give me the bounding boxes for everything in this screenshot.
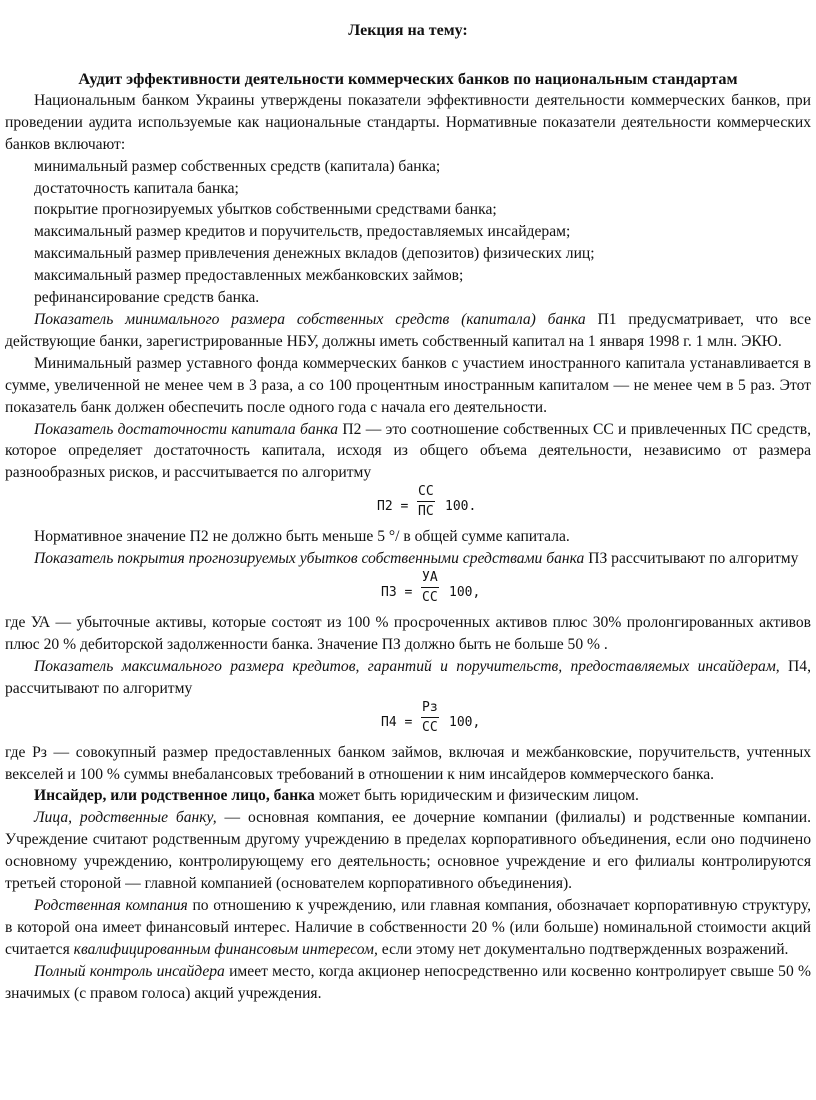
p3-term: Показатель достаточности капитала банка bbox=[34, 420, 339, 438]
formula-p2-denominator: ПС bbox=[418, 504, 434, 520]
p9-insider bbox=[5, 785, 811, 807]
list-item: минимальный размер собственных средств (капитала) банка; bbox=[34, 157, 441, 175]
p5-loss-coverage bbox=[5, 548, 811, 570]
formula-p3-rhs: 100, bbox=[449, 585, 481, 601]
formula-p4-denominator: СС bbox=[422, 719, 438, 735]
p2-charter-fund: Минимальный размер уставного фонда коммерческих банков с участием иностранного капитала устанавливается в сумме, увеличенной не менее чем в 3 раза, а со 100 процентным иностранным капиталом — не менее чем в 5 раз. Этот показатель банк должен обеспечить после одного года с начала его деятельности. bbox=[5, 354, 811, 416]
list-item: максимальный размер предоставленных межбанковских займов; bbox=[34, 267, 464, 285]
p1-minimum-capital bbox=[5, 309, 811, 353]
formula-p4-fraction bbox=[421, 700, 439, 735]
p11-term: Родственная компания bbox=[34, 897, 188, 914]
p4-normative-value: Нормативное значение П2 не должно быть меньше 5 °/ в общей сумме капитала. bbox=[34, 528, 570, 546]
p12-term: Полный контроль инсайдера bbox=[34, 962, 225, 980]
p7-term: Показатель максимального размера кредитов, гарантий и поручительств, предоставляемых инсайдерам, bbox=[34, 657, 780, 675]
p9-text: может быть юридическим и физическим лицом. bbox=[314, 787, 639, 805]
p7-insider-credit bbox=[5, 656, 811, 700]
page-title: Лекция на тему: bbox=[348, 22, 468, 39]
formula-p2-numerator: СС bbox=[417, 484, 435, 502]
p11-text-2: если этому нет документально подтвержденных возражений. bbox=[377, 940, 789, 958]
formula-p3-lhs: ПЗ = bbox=[381, 585, 413, 601]
indicators-list bbox=[5, 156, 811, 309]
p3-capital-adequacy bbox=[5, 419, 811, 485]
formula-p2 bbox=[5, 484, 811, 526]
p1-term: Показатель минимального размера собственных средств (капитала) банка bbox=[34, 310, 586, 328]
p8-definition-rz: где Рз — совокупный размер предоставленных банком займов, включая и межбанковские, поручительств, учтенных векселей и 100 % суммы внебалансовых требований в отношении к ним инсайдеров коммерческого банка. bbox=[5, 743, 811, 783]
list-item: максимальный размер привлечения денежных вкладов (депозитов) физических лиц; bbox=[34, 245, 595, 263]
intro-paragraph: Национальным банком Украины утверждены показатели эффективности деятельности коммерческих банков, при проведении аудита используемые как национальные стандарты. Нормативные показатели деятельности коммерческих банков включают: bbox=[5, 91, 811, 153]
list-item: покрытие прогнозируемых убытков собственными средствами банка; bbox=[34, 201, 497, 219]
formula-p4-numerator: Рз bbox=[421, 700, 439, 718]
formula-p2-rhs: 100. bbox=[445, 499, 477, 515]
formula-p3-numerator: УА bbox=[421, 570, 439, 588]
p6-definition-ua: где УА — убыточные активы, которые состоят из 100 % просроченных активов плюс 30% пролонгированных активов плюс 20 % дебиторской задолженности банка. Значение ПЗ должно быть не больше 50 % . bbox=[5, 614, 811, 653]
p1-text: П1 предусматривает, что все действующие банки, зарегистрированные НБУ, должны иметь собственный капитал на 1 января 1998 г. 1 млн. ЭКЮ. bbox=[5, 310, 811, 350]
p10-text: — основная компания, ее дочерние компании (филиалы) и родственные компании. Учреждение считают родственным другому учреждению в пределах корпоративного объединения, если оно подчинено основному учреждению, контролирующему его деятельность; основное учреждение и его филиалы контролируются третьей стороной — главной компанией (основателем корпоративного объединения). bbox=[5, 809, 811, 893]
list-item: достаточность капитала банка; bbox=[34, 179, 239, 197]
p5-text: ПЗ рассчитывают по алгоритму bbox=[584, 550, 799, 568]
p10-term: Лица, родственные банку, bbox=[34, 809, 217, 827]
p11-text: по отношению к учреждению, или главная компания, обозначает корпоративную структуру, в которой она имеет финансовый интерес. Наличие в собственности 20 % (или больше) номинальной стоимости акций считается bbox=[5, 897, 812, 958]
p9-term: Инсайдер, или родственное лицо, банка bbox=[34, 787, 315, 805]
p11-term-2: квалифицированным финансовым интересом, bbox=[73, 940, 378, 958]
p7-text: П4, рассчитывают по алгоритму bbox=[5, 657, 811, 697]
p11-related-company bbox=[5, 895, 811, 961]
formula-p3-denominator: СС bbox=[422, 590, 438, 606]
list-item: максимальный размер кредитов и поручительств, предоставляемых инсайдерам; bbox=[34, 223, 571, 241]
lecture-subtitle: Аудит эффективности деятельности коммерческих банков по национальным стандартам bbox=[78, 68, 738, 88]
formula-p2-fraction bbox=[417, 484, 435, 519]
formula-p4-rhs: 100, bbox=[449, 714, 481, 730]
p12-full-control bbox=[5, 961, 811, 1005]
formula-p2-lhs: П2 = bbox=[377, 499, 409, 515]
p10-related-persons bbox=[5, 807, 811, 895]
formula-p3 bbox=[5, 570, 811, 612]
formula-p3-fraction bbox=[421, 570, 439, 605]
p3-text: П2 — это соотношение собственных СС и привлеченных ПС средств, которое определяет достаточность капитала, исходя из общего объема деятельности, независимо от размера разнообразных рисков, и рассчитывается по алгоритму bbox=[5, 420, 811, 482]
formula-p4 bbox=[5, 700, 811, 742]
p12-text: имеет место, когда акционер непосредственно или косвенно контролирует свыше 50 % значимых (с правом голоса) акций учреждения. bbox=[5, 962, 811, 1002]
list-item: рефинансирование средств банка. bbox=[34, 289, 260, 307]
formula-p4-lhs: П4 = bbox=[381, 714, 413, 730]
p5-term: Показатель покрытия прогнозируемых убытков собственными средствами банка bbox=[34, 550, 585, 568]
